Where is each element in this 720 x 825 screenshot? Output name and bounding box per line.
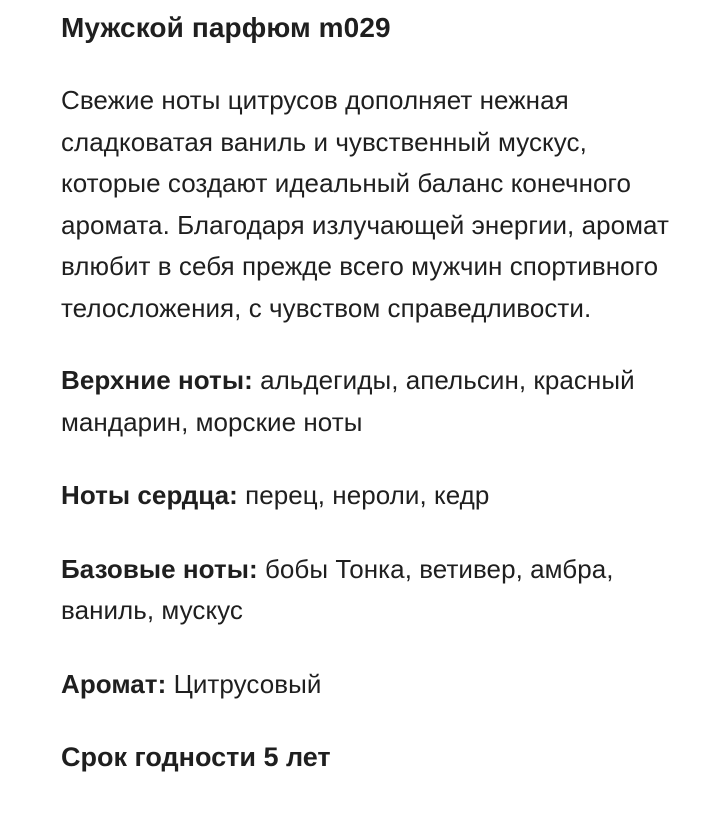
top-notes	[61, 360, 691, 443]
aroma	[61, 664, 691, 706]
heart-notes	[61, 475, 691, 517]
base-notes	[61, 549, 691, 632]
product-description: Свежие ноты цитрусов дополняет нежная сладковатая ваниль и чувственный мускус, которые создают идеальный баланс конечного аромата. Благодаря излучающей энергии, аромат влюбит в себя прежде всего мужчин спортивного телосложения, с чувством справедливости.	[61, 85, 669, 323]
base-notes-value: бобы Тонка, ветивер, амбра, ваниль, мускус	[61, 553, 614, 625]
product-description-card	[61, 8, 691, 778]
top-notes-label: Верхние ноты:	[61, 365, 253, 395]
heart-notes-value: перец, нероли, кедр	[237, 480, 490, 510]
shelf-life: Срок годности 5 лет	[61, 742, 331, 772]
top-notes-value: альдегиды, апельсин, красный мандарин, морские ноты	[61, 365, 635, 437]
aroma-value: Цитрусовый	[166, 668, 322, 699]
base-notes-label: Базовые ноты:	[61, 553, 258, 584]
product-title: Мужской парфюм m029	[61, 12, 391, 43]
heart-notes-label: Ноты сердца:	[61, 480, 238, 510]
aroma-label: Аромат:	[61, 668, 167, 699]
